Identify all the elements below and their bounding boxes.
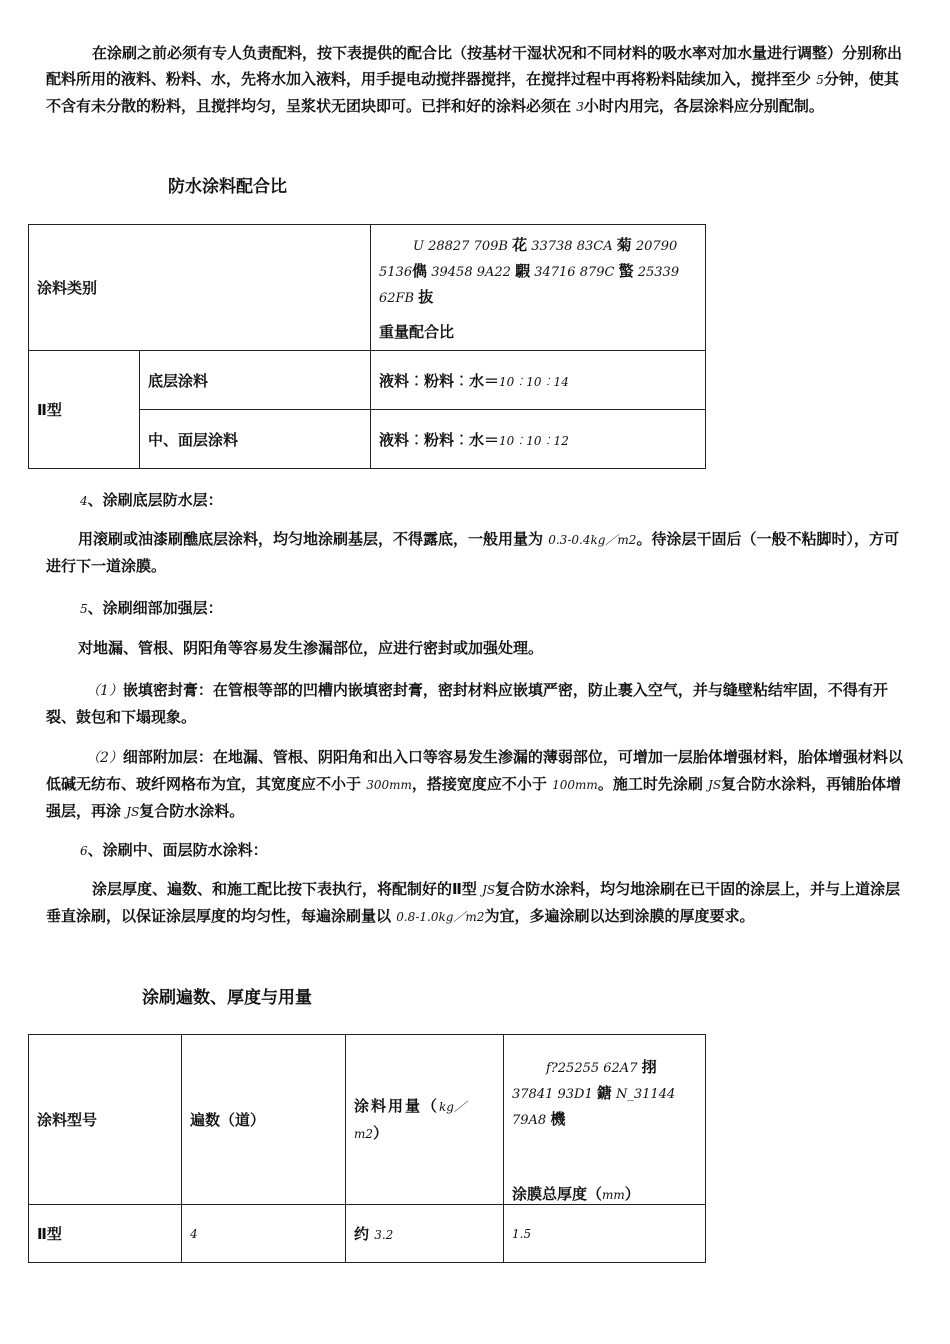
table1-row1-ratio	[371, 351, 706, 410]
step4-usage: 0.3-0.4kg／m2	[548, 533, 637, 547]
step5-heading	[80, 597, 223, 618]
table2-row-thickness: 1.5	[504, 1205, 706, 1263]
step5-number: 5	[80, 602, 88, 616]
table1-row2-ratio-label: 液料︰粉料︰水＝	[379, 430, 500, 449]
step4-heading-text: 、涂刷底层防水层：	[87, 491, 223, 509]
table2-header-thickness	[512, 1183, 697, 1204]
table1-header-ratio: 重量配合比	[379, 323, 455, 341]
table2-garbled-segment: f?25255 62A7	[546, 1061, 642, 1076]
step5-js1: JS	[708, 778, 722, 792]
table1-garbled-segment: 騢	[515, 262, 531, 280]
step6-text-3: 为宜，多遍涂刷以达到涂膜的厚度要求。	[484, 907, 755, 925]
intro-minutes: 5	[816, 73, 824, 87]
table2-garbled-segment: 挧	[641, 1058, 657, 1076]
table2-row-model: Ⅱ型	[29, 1205, 182, 1263]
step6-usage: 0.8-1.0kg／m2	[396, 910, 485, 924]
mix-ratio-table	[28, 224, 706, 469]
table1-row2-ratio	[371, 410, 706, 469]
table2-usage-value: 3.2	[374, 1228, 394, 1242]
table2-garbled-segment: N_31144 79A8	[512, 1087, 676, 1128]
table1-garbled-segment: U 28827 709B	[413, 239, 513, 254]
table1-row1-ratio-value: 10︰10︰14	[499, 374, 569, 389]
table2-usage-close: ）	[373, 1123, 391, 1142]
table2-garbled-segment: 37841 93D1	[512, 1087, 597, 1102]
step4-text-1: 用滚刷或油漆刷醮底层涂料，均匀地涂刷基层，不得露底，一般用量为	[78, 530, 549, 548]
table2-row-usage	[346, 1205, 504, 1263]
step6-number: 6	[80, 844, 88, 858]
step5-item2-text-5: 复合防水涂料。	[139, 802, 245, 820]
step4-heading	[80, 489, 223, 510]
table2-thickness-label: 涂膜总厚度（	[512, 1185, 603, 1203]
step5-item2-text-2: ，搭接宽度应不小于	[411, 775, 553, 793]
table2-header-thickness-cell	[504, 1035, 706, 1205]
table1-garbled-segment: 39458 9A22	[427, 265, 516, 280]
step4-text-2: 。待涂层干固后（一般不粘脚时），方可进行下一道涂膜。	[46, 530, 899, 575]
table1-garbled-segment: 儁	[412, 262, 428, 280]
step5-item1-text: 嵌填密封膏：在管根等部的凹槽内嵌填密封膏，密封材料应嵌填严密，防止裹入空气，并与缝壁粘结牢固，不得有开裂、鼓包和下塌现象。	[46, 681, 888, 726]
table2-usage-label: 涂料用量（	[354, 1096, 440, 1115]
table1-garbled-header	[379, 233, 697, 311]
table2-header-model: 涂料型号	[29, 1035, 182, 1205]
table1-header-ratio-cell	[371, 225, 706, 351]
step6-js: JS	[482, 883, 496, 897]
step4-number: 4	[80, 494, 88, 508]
table2-title: 涂刷遍数、厚度与用量	[142, 988, 312, 1008]
intro-paragraph	[46, 40, 910, 120]
table1-garbled-segment: 20790 5136	[379, 239, 678, 280]
table1-garbled-segment: 蟼	[618, 262, 634, 280]
table1-garbled-segment: 抜	[418, 288, 434, 306]
table2-header-passes: 遍数（道）	[182, 1035, 346, 1205]
coating-passes-table	[28, 1034, 706, 1263]
intro-hours: 3	[576, 100, 584, 114]
step5-width2: 100mm	[552, 778, 598, 792]
table1-garbled-segment: 菊	[616, 236, 632, 254]
table1-header-category: 涂料类别	[29, 225, 371, 351]
step6-heading	[80, 839, 268, 860]
table2-usage-prefix: 约	[354, 1225, 375, 1243]
step5-item2-text-4: 复合防水涂料，再铺胎体增强层，再涂	[46, 775, 902, 820]
step5-heading-text: 、涂刷细部加强层：	[87, 599, 223, 617]
table2-thickness-close: ）	[624, 1185, 640, 1203]
table2-row-passes: 4	[182, 1205, 346, 1263]
step5-item1	[46, 677, 910, 730]
table2-thickness-unit: mm	[602, 1188, 625, 1202]
table2-garbled-segment: 鎕	[596, 1084, 612, 1102]
table1-type-label: Ⅱ型	[29, 351, 140, 469]
table1-row2-ratio-value: 10︰10︰12	[499, 433, 569, 448]
step5-width1: 300mm	[366, 778, 412, 792]
table1-row1-layer: 底层涂料	[140, 351, 371, 410]
step4-body	[46, 526, 910, 579]
table1-garbled-segment: 花	[512, 236, 528, 254]
table2-garbled-header	[512, 1055, 697, 1133]
table2-header-usage	[346, 1035, 504, 1205]
step5-js2: JS	[126, 805, 140, 819]
table2-garbled-segment: 機	[550, 1110, 566, 1128]
table1-garbled-segment: 34716 879C	[530, 265, 619, 280]
step6-text-1: 涂层厚度、遍数、和施工配比按下表执行，将配制好的Ⅱ型	[92, 880, 483, 898]
step5-item1-number: （1）	[86, 683, 123, 699]
step5-item2-text-1: 细部附加层：在地漏、管根、阴阳角和出入口等容易发生渗漏的薄弱部位，可增加一层胎体增强材料，胎体增强材料以低碱无纺布、玻纤网格布为宜，其宽度应不小于	[46, 748, 903, 793]
step5-body: 对地漏、管根、阴阳角等容易发生渗漏部位，应进行密封或加强处理。	[78, 639, 544, 657]
table1-row2-layer: 中、面层涂料	[140, 410, 371, 469]
step6-text-2: 复合防水涂料，均匀地涂刷在已干固的涂层上，并与上道涂层垂直涂刷，以保证涂层厚度的均匀性，每遍涂刷量以	[46, 880, 901, 925]
intro-text-2: 分钟，使其不含有未分散的粉料，且搅拌均匀，呈浆状无团块即可。已拌和好的涂料必须在	[46, 70, 899, 115]
table1-garbled-segment: 33738 83CA	[527, 239, 617, 254]
step5-item2-number: （2）	[86, 750, 123, 766]
intro-text-3: 小时内用完，各层涂料应分别配制。	[583, 97, 824, 115]
intro-text-1: 在涂刷之前必须有专人负责配料，按下表提供的配合比（按基材干湿状况和不同材料的吸水率对加水量进行调整）分别称出配料所用的液料、粉料、水，先将水加入液料，用手提电动搅拌器搅拌，在搅拌过程中再将粉料陆续加入，搅拌至少	[46, 44, 903, 88]
table1-title: 防水涂料配合比	[168, 177, 287, 197]
table2-usage-unit: kg／m2	[354, 1099, 466, 1141]
step6-body	[46, 876, 910, 930]
step6-heading-text: 、涂刷中、面层防水涂料：	[87, 841, 268, 859]
table1-garbled-segment: 25339 62FB	[379, 265, 680, 306]
step5-item2-text-3: 。施工时先涂刷	[597, 775, 709, 793]
step5-item2	[46, 744, 910, 825]
table1-row1-ratio-label: 液料︰粉料︰水＝	[379, 371, 500, 390]
